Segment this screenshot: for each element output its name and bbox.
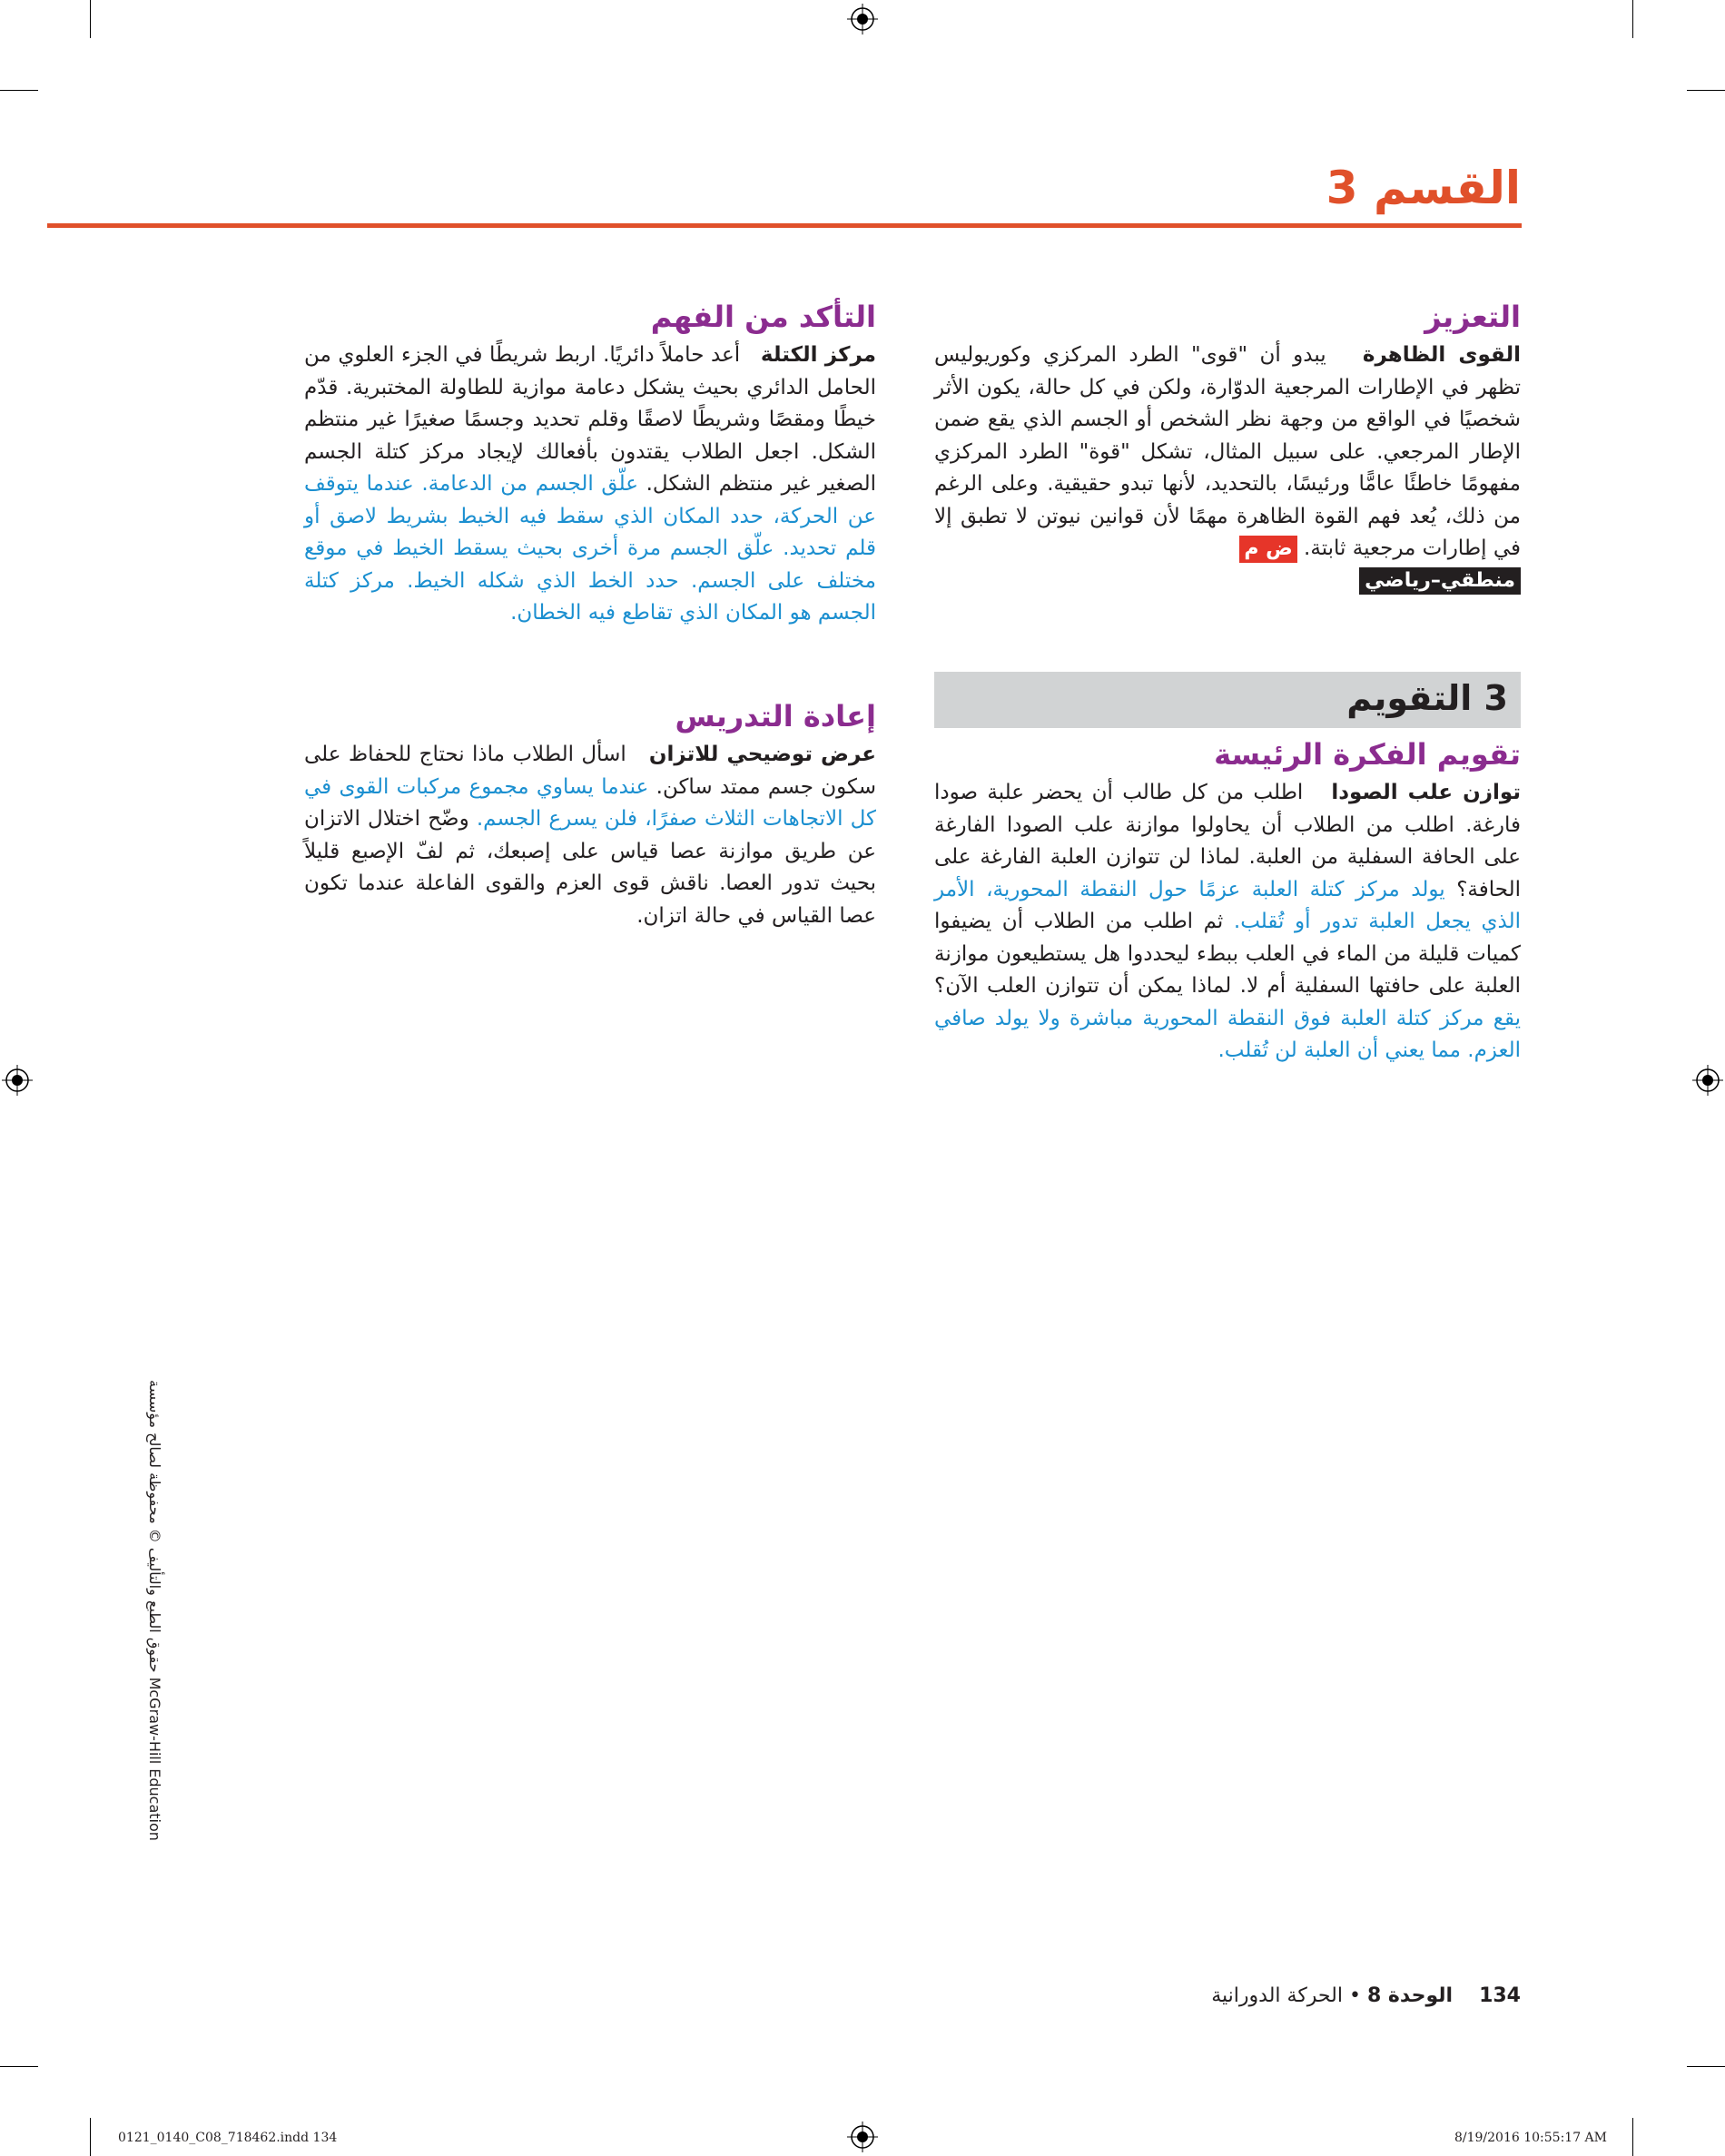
reteach-block: [304, 697, 876, 932]
assessment-term: توازن علب الصودا: [1331, 781, 1521, 804]
assessment-band-title: 3 التقويم: [1346, 678, 1508, 718]
reteach-answer: عندما يساوي مجموع مركبات القوى في كل الاتجاهات الثلاث صفرًا، فلن يسرع الجسم.: [304, 774, 876, 831]
reteach-body: اسأل الطلاب ماذا نحتاج للحفاظ على سكون جسم ممتد ساكن.: [304, 743, 877, 799]
assessment-block: [934, 735, 1521, 1068]
crop-mark: [1687, 90, 1725, 91]
intelligence-tag-badge: منطقي–رياضي: [1359, 567, 1521, 595]
crop-mark: [1632, 2118, 1633, 2156]
check-answer: علّق الجسم من الدعامة. عندما يتوقف عن الحركة، حدد المكان الذي سقط فيه الخيط بشريط لاصق أو قلم تحديد. علّق الجسم مرة أخرى بحيث يسقط الخيط في موقع مختلف على الجسم. حدد الخط الذي شكله الخيط. مركز كتلة الجسم هو المكان الذي تقاطع فيه الخطان.: [304, 472, 876, 625]
check-paragraph: [304, 340, 876, 630]
assessment-heading: تقويم الفكرة الرئيسة: [1214, 737, 1521, 772]
crop-mark: [90, 0, 91, 38]
reteach-body-2: وضّح اختلال الاتزان عن طريق موازنة عصا قياس على إصبعك، ثم لفّ الإصبع قليلاً بحيث تدور العصا. ناقش قوى العزم والقوى الفاعلة عندما تكون عصا القياس في حالة اتزان.: [304, 807, 876, 928]
section-title: القسم 3: [1326, 162, 1521, 214]
check-heading: التأكد من الفهم: [650, 300, 876, 334]
crop-mark: [0, 2066, 38, 2067]
reinforcement-term: القوى الظاهرة: [1362, 343, 1521, 367]
section-divider: [47, 223, 1522, 228]
footer-separator: •: [1348, 1984, 1361, 2007]
reteach-heading: إعادة التدريس: [675, 699, 876, 733]
reinforcement-block: [934, 298, 1521, 595]
reinforcement-heading: التعزيز: [1424, 300, 1521, 334]
copyright-notice: حقوق الطبع والتأليف © محفوظة لصالح مؤسسة McGraw-Hill Education: [146, 1380, 163, 1841]
unit-title: الحركة الدورانية: [1211, 1984, 1343, 2007]
check-term: مركز الكتلة: [760, 343, 877, 367]
reteach-term: عرض توضيحي للاتزان: [648, 743, 876, 766]
page-footer: [1211, 1984, 1521, 2007]
assessment-answer-2: يقع مركز كتلة العلبة فوق النقطة المحورية مباشرة ولا يولد صافي العزم. مما يعني أن العلبة لن تُقلب.: [934, 1006, 1521, 1062]
assessment-answer-1: يولد مركز كتلة العلبة عزمًا حول النقطة المحورية، الأمر الذي يجعل العلبة تدور أو تُقلب.: [934, 877, 1522, 933]
unit-label: الوحدة 8: [1366, 1984, 1454, 2007]
skill-tag-badge: ض م: [1239, 536, 1296, 563]
assessment-body: اطلب من كل طالب أن يحضر علبة صودا فارغة. اطلب من الطلاب أن يحاولوا موازنة علب الصودا الفارغة على الحافة السفلية من العلبة. لماذا لن تتوازن العلبة الفارغة على الحافة؟: [934, 781, 1521, 901]
crop-mark: [1687, 2066, 1725, 2067]
registration-mark-icon: [847, 2122, 878, 2152]
reinforcement-body: يبدو أن "قوى" الطرد المركزي وكوريوليس تظهر في الإطارات المرجعية الدوّارة، ولكن في كل حالة، يكون الأثر شخصيًا في الواقع من وجهة نظر الشخص أو الجسم الذي يقع ضمن الإطار المرجعي. على سبيل المثال، تشكل "قوة" الطرد المركزي مفهومًا خاطئًا عامًّا ورئيسًا، بالتحديد، لأنها تبدو حقيقية. وعلى الرغم من ذلك، يُعد فهم القوة الظاهرة مهمًا لأن قوانين نيوتن لا تطبق إلا في إطارات مرجعية ثابتة.: [934, 343, 1521, 560]
date-slug: 8/19/2016 10:55:17 AM: [1454, 2131, 1607, 2145]
crop-mark: [90, 2118, 91, 2156]
crop-mark: [0, 90, 38, 91]
check-block: [304, 298, 876, 630]
registration-mark-icon: [2, 1065, 33, 1096]
assessment-band: [934, 672, 1521, 728]
page-number: 134: [1479, 1984, 1521, 2007]
reteach-paragraph: [304, 739, 876, 932]
assessment-paragraph: [934, 777, 1521, 1068]
reinforcement-paragraph: [934, 340, 1521, 566]
file-slug: 0121_0140_C08_718462.indd 134: [118, 2131, 338, 2145]
crop-mark: [1632, 0, 1633, 38]
check-body: أعد حاملاً دائريًا. اربط شريطًا في الجزء العلوي من الحامل الدائري بحيث يشكل دعامة موازية للطاولة المختبرية. قدّم خيطًا ومقصًا وشريطًا لاصقًا وقلم تحديد وجسمًا صغيرًا غير منتظم الشكل. اجعل الطلاب يقتدون بأفعالك لإيجاد مركز كتلة الجسم الصغير غير منتظم الشكل.: [304, 343, 876, 496]
assessment-body-2: ثم اطلب من الطلاب أن يضيفوا كميات قليلة من الماء في العلب ببطء ليحددوا هل يستطيعون موازنة العلبة على حافتها السفلية أم لا. لماذا يمكن أن تتوازن العلب الآن؟: [934, 910, 1521, 998]
registration-mark-icon: [847, 4, 878, 34]
registration-mark-icon: [1692, 1065, 1723, 1096]
